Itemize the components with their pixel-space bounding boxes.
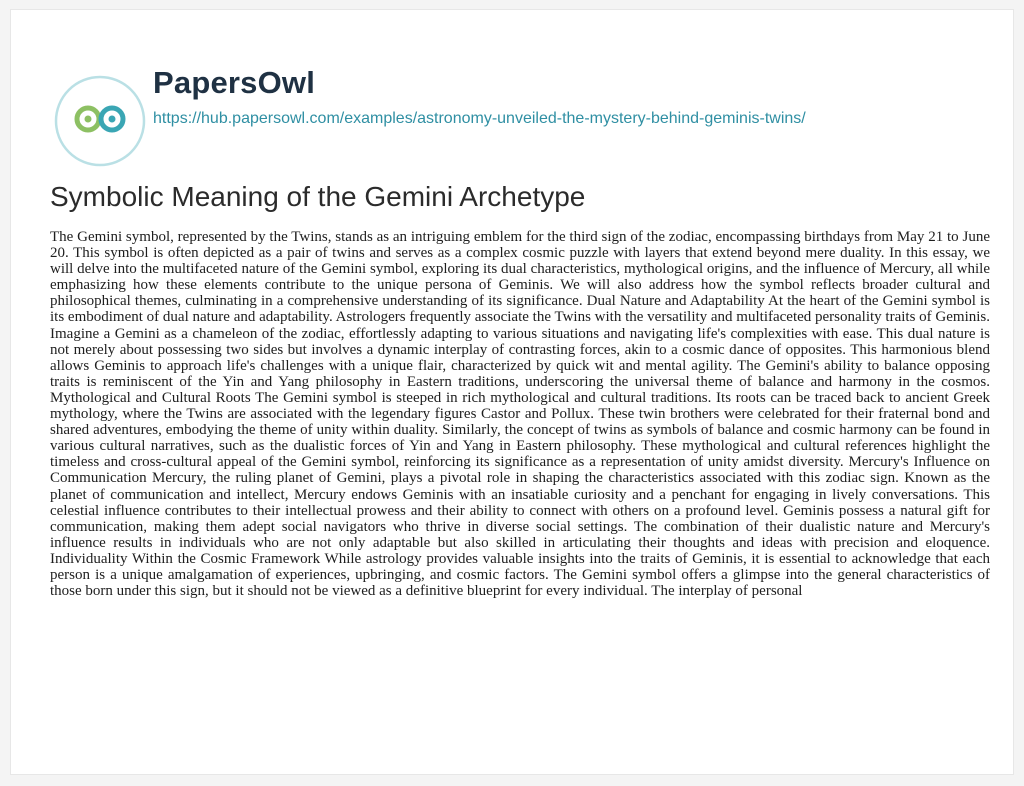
article-body: The Gemini symbol, represented by the Twins, stands as an intriguing emblem for the third sign of the zodiac, encompassing birthdays from May 21 to June 20. This symbol is often depicted as a pair of twins and serves as a complex cosmic puzzle with layers that extend beyond mere duality. In this essay, we will delve into the multifaceted nature of the Gemini symbol, exploring its dual characteristics, mythological origins, and the influence of Mercury, all while emphasizing how these elements contribute to the unique persona of Geminis. We will also address how the symbol reflects broader cultural and philosophical themes, culminating in a comprehensive understanding of its significance. Dual Nature and Adaptability At the heart of the Gemini symbol is its embodiment of dual nature and adaptability. Astrologers frequently associate the Twins with the versatility and multifaceted personality traits of Geminis. Imagine a Gemini as a chameleon of the zodiac, effortlessly adapting to various situations and navigating life's complexities with ease. This dual nature is not merely about possessing two sides but involves a dynamic interplay of contrasting forces, akin to a cosmic dance of opposites. This harmonious blend allows Geminis to approach life's challenges with a unique flair, characterized by quick wit and mental agility. The Gemini's ability to balance opposing traits is reminiscent of the Yin and Yang philosophy in Eastern traditions, underscoring the universal theme of balance and harmony in the cosmos. Mythological and Cultural Roots The Gemini symbol is steeped in rich mythological and cultural traditions. Its roots can be traced back to ancient Greek mythology, where the Twins are associated with the legendary figures Castor and Pollux. These twin brothers were celebrated for their fraternal bond and shared adventures, embodying the theme of unity within duality. Similarly, the concept of twins as symbols of balance and cosmic harmony can be found in various cultural narratives, such as the dualistic forces of Yin and Yang in Eastern philosophy. These mythological and cultural references highlight the timeless and cross-cultural appeal of the Gemini symbol, reinforcing its significance as a representation of unity amidst diversity. Mercury's Influence on Communication Mercury, the ruling planet of Gemini, plays a pivotal role in shaping the characteristics associated with this zodiac sign. Known as the planet of communication and intellect, Mercury endows Geminis with an insatiable curiosity and a penchant for engaging in lively conversations. This celestial influence contributes to their intellectual prowess and their ability to connect with others on a profound level. Geminis possess a natural gift for communication, making them adept social navigators who thrive in diverse social settings. The combination of their dualistic nature and Mercury's influence results in individuals who are not only adaptable but also skilled in articulating their thoughts and ideas with precision and eloquence. Individuality Within the Cosmic Framework While astrology provides valuable insights into the traits of Geminis, it is essential to acknowledge that each person is a unique amalgamation of experiences, upbringing, and cosmic factors. The Gemini symbol offers a glimpse into the general characteristics of those born under this sign, but it should not be viewed as a definitive blueprint for every individual. The interplay of personal bbox=[50, 229, 990, 600]
source-url-link[interactable]: https://hub.papersowl.com/examples/astronomy-unveiled-the-mystery-behind-geminis-twins/ bbox=[153, 110, 806, 127]
page-title: Symbolic Meaning of the Gemini Archetype bbox=[50, 181, 586, 212]
owl-logo-icon bbox=[52, 73, 148, 169]
header bbox=[11, 10, 1013, 160]
brand-name: PapersOwl bbox=[153, 65, 316, 100]
document-page bbox=[10, 9, 1014, 775]
